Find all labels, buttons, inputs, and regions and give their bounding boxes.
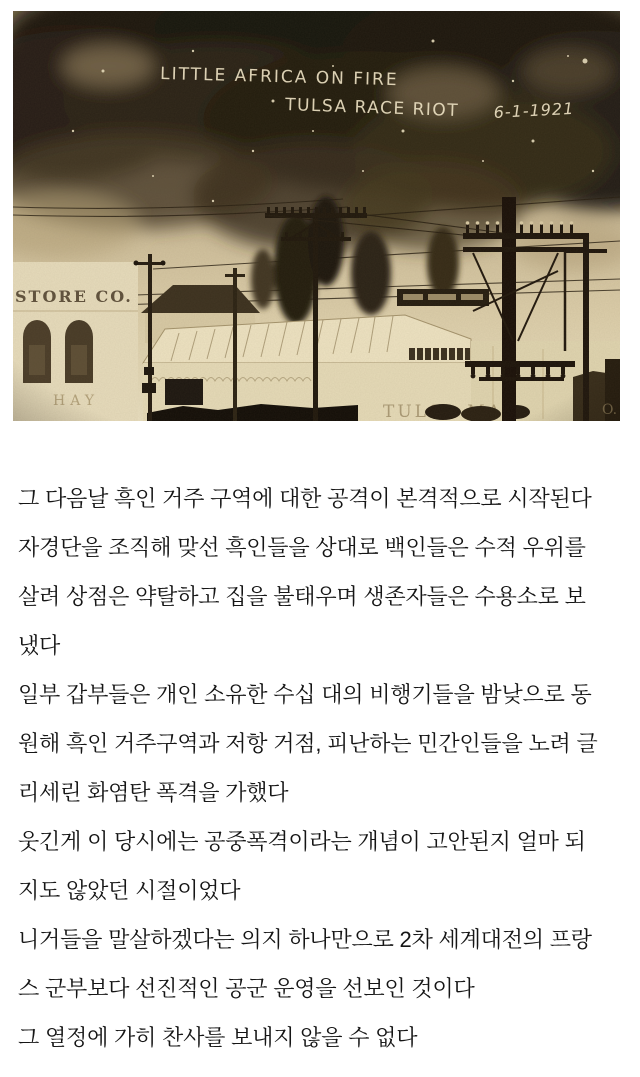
photo-illustration (13, 11, 620, 421)
vignette (13, 11, 620, 421)
body-text-line: 웃긴게 이 당시에는 공중폭격이라는 개념이 고안된지 얼마 되 (18, 829, 586, 854)
body-text-line: 니거들을 말살하겠다는 의지 하나만으로 2차 세계대전의 프랑 (18, 927, 592, 952)
body-text-line: 지도 않았던 시절이었다 (18, 878, 241, 903)
body-text-line: 원해 흑인 거주구역과 저항 거점, 피난하는 민간인들을 노려 글 (18, 731, 598, 756)
body-text-line: 일부 갑부들은 개인 소유한 수십 대의 비행기들을 밤낮으로 동 (18, 682, 592, 707)
body-text (18, 474, 630, 1062)
body-text-line: 자경단을 조직해 맞선 흑인들을 상대로 백인들은 수적 우위를 (18, 535, 586, 560)
body-text-line: 살려 상점은 약탈하고 집을 불태우며 생존자들은 수용소로 보 (18, 584, 586, 609)
body-text-line: 리세린 화염탄 폭격을 가했다 (18, 780, 289, 805)
body-text-line: 그 다음날 흑인 거주 구역에 대한 공격이 본격적으로 시작된다 (18, 486, 592, 511)
body-text-line: 그 열정에 가히 찬사를 보내지 않을 수 없다 (18, 1025, 418, 1050)
body-text-line: 냈다 (18, 633, 61, 658)
historical-photo (13, 11, 620, 421)
body-text-line: 스 군부보다 선진적인 공군 운영을 선보인 것이다 (18, 976, 475, 1001)
